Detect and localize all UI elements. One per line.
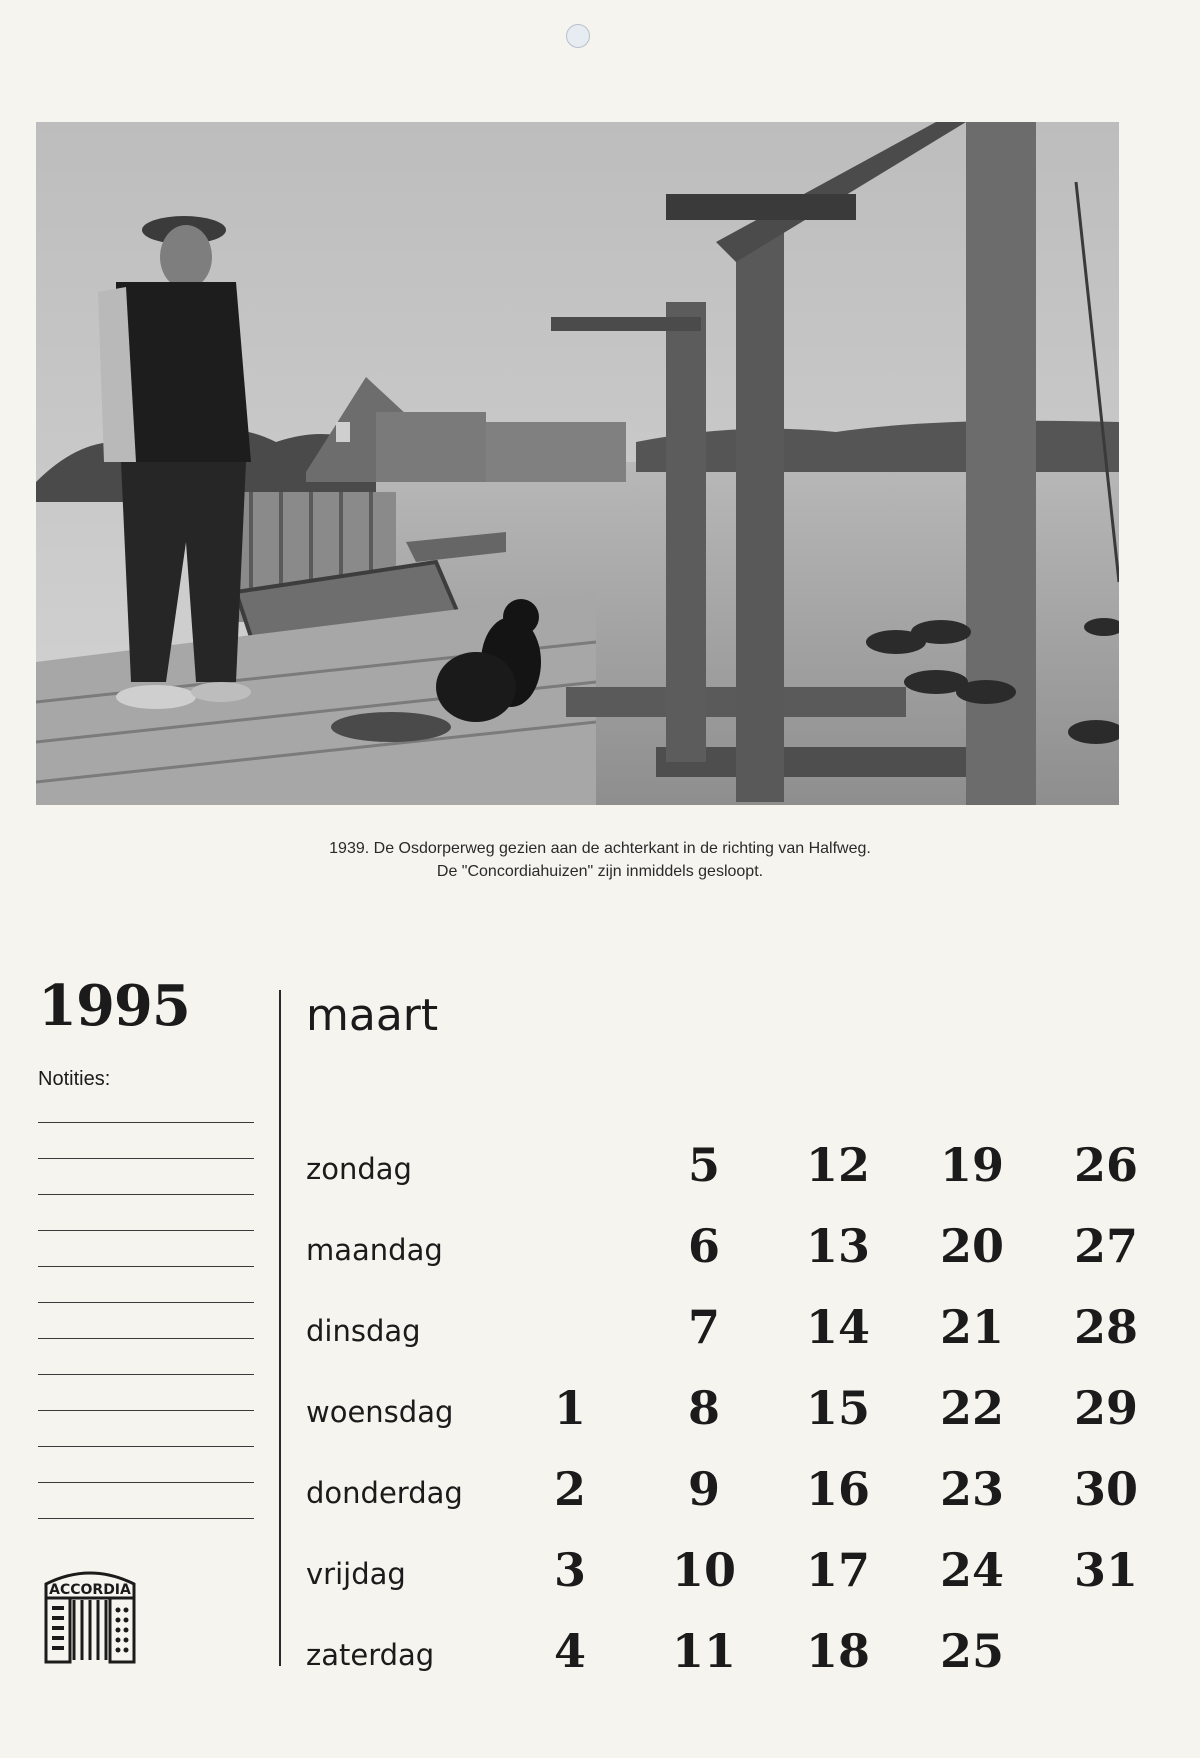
harbor-scene-photo <box>36 122 1119 805</box>
date-cell: 28 <box>1073 1300 1138 1354</box>
date-cell: 4 <box>553 1624 586 1678</box>
date-cell: 17 <box>805 1543 870 1597</box>
day-name: vrijdag <box>306 1557 406 1591</box>
day-row-saturday <box>306 1610 1166 1678</box>
date-cell: 7 <box>687 1300 720 1354</box>
date-cell: 23 <box>939 1462 1004 1516</box>
date-cell: 25 <box>939 1624 1004 1678</box>
day-name: zondag <box>306 1152 412 1186</box>
date-cell: 29 <box>1073 1381 1138 1435</box>
note-line <box>38 1482 254 1483</box>
day-row-friday <box>306 1529 1166 1597</box>
date-cell: 20 <box>939 1219 1004 1273</box>
day-row-tuesday <box>306 1286 1166 1354</box>
day-row-monday <box>306 1205 1166 1273</box>
date-cell: 12 <box>805 1138 870 1192</box>
date-cell: 16 <box>805 1462 870 1516</box>
hanger-hole <box>566 24 590 48</box>
accordia-logo <box>38 1558 142 1668</box>
date-cell: 21 <box>939 1300 1004 1354</box>
calendar-year: 1995 <box>38 973 190 1039</box>
day-name: maandag <box>306 1233 443 1267</box>
date-cell: 24 <box>939 1543 1004 1597</box>
note-line <box>38 1374 254 1375</box>
note-line <box>38 1230 254 1231</box>
date-cell: 27 <box>1073 1219 1138 1273</box>
note-line <box>38 1302 254 1303</box>
column-divider <box>279 990 281 1666</box>
caption-line-1: 1939. De Osdorperweg gezien aan de achterkant in de richting van Halfweg. <box>329 840 871 857</box>
date-cell: 15 <box>805 1381 870 1435</box>
day-row-thursday <box>306 1448 1166 1516</box>
note-line <box>38 1158 254 1159</box>
date-cell: 22 <box>939 1381 1004 1435</box>
note-line <box>38 1194 254 1195</box>
accordion-icon <box>38 1558 142 1668</box>
note-line <box>38 1446 254 1447</box>
date-cell: 1 <box>553 1381 586 1435</box>
date-cell: 6 <box>687 1219 720 1273</box>
date-cell: 30 <box>1073 1462 1138 1516</box>
date-cell: 8 <box>687 1381 720 1435</box>
photo-illustration <box>36 122 1119 805</box>
note-line <box>38 1338 254 1339</box>
date-cell: 14 <box>805 1300 870 1354</box>
date-cell: 13 <box>805 1219 870 1273</box>
day-name: woensdag <box>306 1395 454 1429</box>
caption-line-2: De "Concordiahuizen" zijn inmiddels gesloopt. <box>436 863 764 880</box>
photo-caption <box>0 837 1200 883</box>
day-name: dinsdag <box>306 1314 421 1348</box>
date-cell: 5 <box>687 1138 720 1192</box>
note-line <box>38 1410 254 1411</box>
day-row-wednesday <box>306 1367 1166 1435</box>
month-title: maart <box>306 990 439 1041</box>
note-line <box>38 1518 254 1519</box>
date-cell: 10 <box>671 1543 736 1597</box>
day-name: donderdag <box>306 1476 463 1510</box>
date-cell: 31 <box>1073 1543 1138 1597</box>
date-cell: 2 <box>553 1462 586 1516</box>
date-cell: 11 <box>671 1624 736 1678</box>
notes-label: Notities: <box>38 1068 111 1090</box>
date-cell: 19 <box>939 1138 1004 1192</box>
date-cell: 3 <box>553 1543 586 1597</box>
logo-text: ACCORDIA <box>49 1582 131 1598</box>
day-row-sunday <box>306 1124 1166 1192</box>
day-name: zaterdag <box>306 1638 435 1672</box>
note-line <box>38 1122 254 1123</box>
date-cell: 9 <box>687 1462 720 1516</box>
date-cell: 18 <box>805 1624 870 1678</box>
note-line <box>38 1266 254 1267</box>
date-cell: 26 <box>1073 1138 1138 1192</box>
